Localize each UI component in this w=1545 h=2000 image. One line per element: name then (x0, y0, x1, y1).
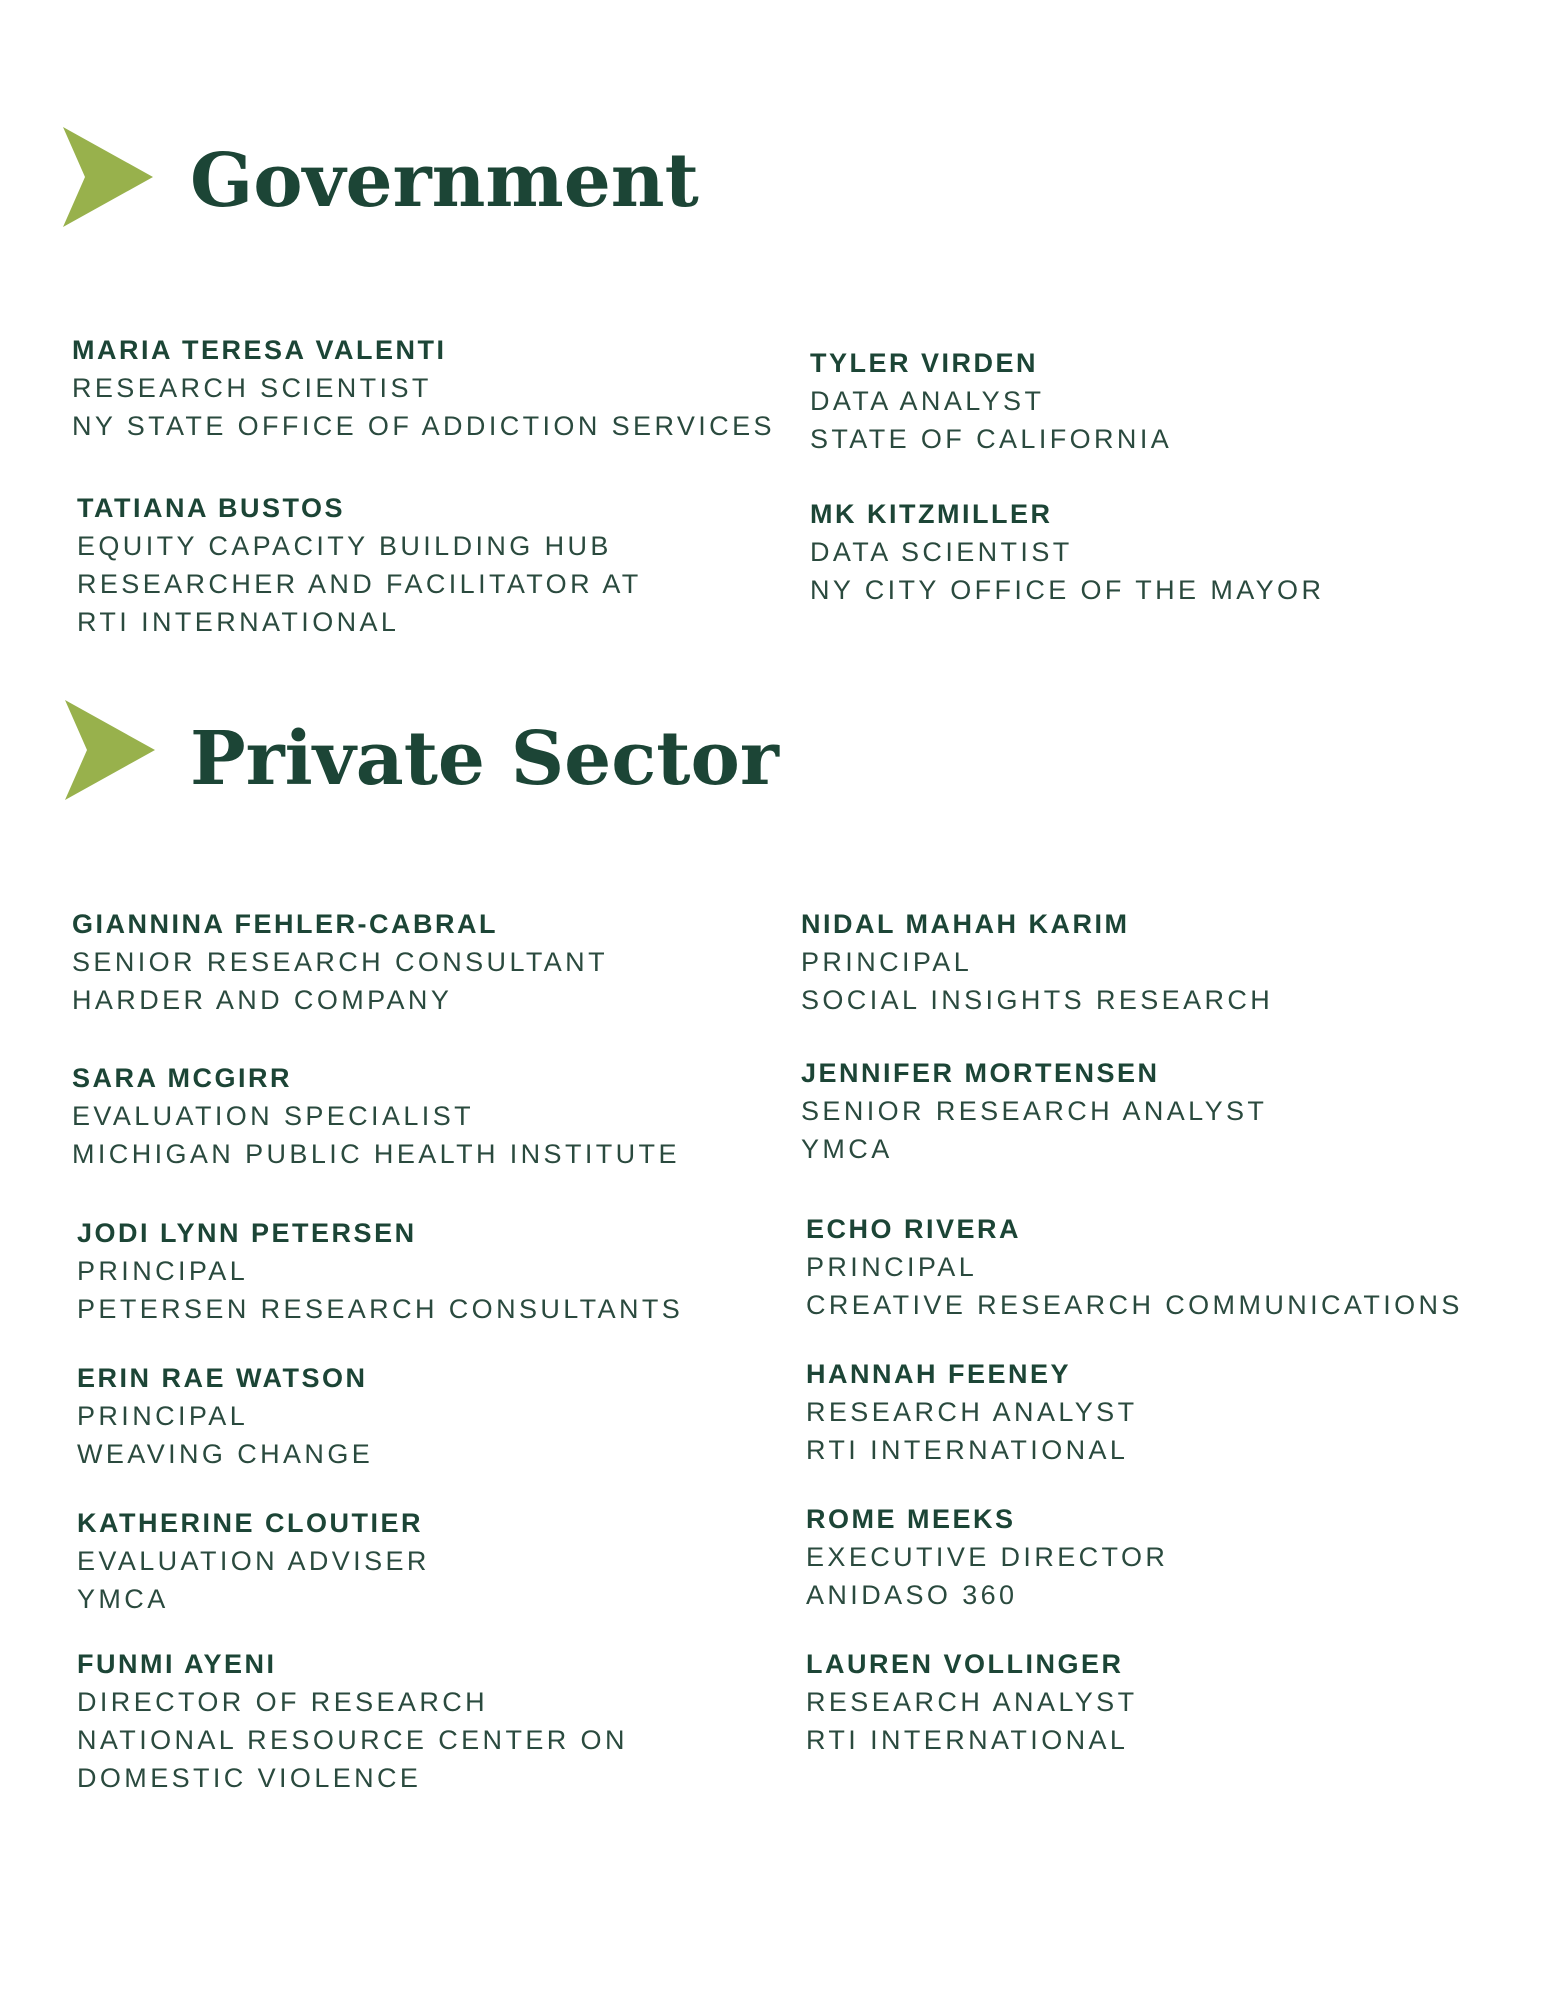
person-entry (77, 1214, 683, 1328)
person-title: SENIOR RESEARCH ANALYST (801, 1096, 1268, 1126)
person-title: SENIOR RESEARCH CONSULTANT (72, 947, 608, 977)
person-title: EXECUTIVE DIRECTOR (806, 1542, 1169, 1572)
person-organization: RTI INTERNATIONAL (77, 607, 400, 637)
person-organization: CREATIVE RESEARCH COMMUNICATIONS (806, 1290, 1463, 1320)
person-name: SARA MCGIRR (72, 1063, 292, 1093)
person-organization: NY STATE OFFICE OF ADDICTION SERVICES (72, 411, 775, 441)
section-title-government: Government (190, 138, 699, 224)
person-organization: MICHIGAN PUBLIC HEALTH INSTITUTE (72, 1139, 680, 1169)
person-name: HANNAH FEENEY (806, 1359, 1072, 1389)
person-title: DIRECTOR OF RESEARCH (77, 1687, 489, 1717)
section-title-private-sector: Private Sector (190, 716, 779, 802)
person-title: RESEARCH ANALYST (806, 1687, 1138, 1717)
person-entry (810, 495, 1324, 609)
person-organization: PETERSEN RESEARCH CONSULTANTS (77, 1294, 684, 1324)
chevron-arrow-icon (63, 127, 153, 227)
person-name: KATHERINE CLOUTIER (77, 1508, 423, 1538)
person-entry (72, 905, 608, 1019)
person-title: DATA SCIENTIST (810, 537, 1073, 567)
person-title: PRINCIPAL (806, 1252, 978, 1282)
person-organization: DOMESTIC VIOLENCE (77, 1763, 422, 1793)
person-name: GIANNINA FEHLER-CABRAL (72, 909, 498, 939)
person-name: FUNMI AYENI (77, 1649, 277, 1679)
person-entry (801, 1054, 1267, 1168)
person-title: RESEARCH ANALYST (806, 1397, 1138, 1427)
person-name: TATIANA BUSTOS (77, 493, 345, 523)
person-organization: RTI INTERNATIONAL (806, 1435, 1129, 1465)
person-title: PRINCIPAL (801, 947, 973, 977)
person-organization: WEAVING CHANGE (77, 1439, 374, 1469)
person-title: EQUITY CAPACITY BUILDING HUB (77, 531, 612, 561)
person-name: MARIA TERESA VALENTI (72, 335, 447, 365)
chevron-arrow-icon (65, 700, 155, 800)
person-entry (810, 344, 1172, 458)
person-name: ROME MEEKS (806, 1504, 1016, 1534)
person-organization: NATIONAL RESOURCE CENTER ON (77, 1725, 628, 1755)
person-title: DATA ANALYST (810, 386, 1045, 416)
person-entry (806, 1645, 1137, 1759)
person-entry (72, 331, 775, 445)
person-entry (77, 1645, 628, 1797)
person-title: EVALUATION SPECIALIST (72, 1101, 474, 1131)
person-organization: YMCA (801, 1134, 893, 1164)
person-entry (72, 1059, 680, 1173)
person-name: ECHO RIVERA (806, 1214, 1022, 1244)
person-title: PRINCIPAL (77, 1256, 249, 1286)
person-title: RESEARCHER AND FACILITATOR AT (77, 569, 642, 599)
person-entry (801, 905, 1273, 1019)
person-entry (77, 1359, 373, 1473)
person-name: JENNIFER MORTENSEN (801, 1058, 1160, 1088)
person-name: LAUREN VOLLINGER (806, 1649, 1124, 1679)
person-organization: ANIDASO 360 (806, 1580, 1018, 1610)
person-organization: RTI INTERNATIONAL (806, 1725, 1129, 1755)
person-name: ERIN RAE WATSON (77, 1363, 368, 1393)
person-entry (806, 1500, 1168, 1614)
person-name: MK KITZMILLER (810, 499, 1053, 529)
person-title: EVALUATION ADVISER (77, 1546, 430, 1576)
person-name: TYLER VIRDEN (810, 348, 1039, 378)
person-organization: HARDER AND COMPANY (72, 985, 453, 1015)
person-organization: SOCIAL INSIGHTS RESEARCH (801, 985, 1274, 1015)
person-organization: NY CITY OFFICE OF THE MAYOR (810, 575, 1325, 605)
person-entry (77, 1504, 430, 1618)
person-organization: YMCA (77, 1584, 169, 1614)
person-entry (806, 1210, 1463, 1324)
person-name: JODI LYNN PETERSEN (77, 1218, 417, 1248)
person-entry (77, 489, 642, 641)
person-title: RESEARCH SCIENTIST (72, 373, 432, 403)
person-title: PRINCIPAL (77, 1401, 249, 1431)
person-entry (806, 1355, 1137, 1469)
person-organization: STATE OF CALIFORNIA (810, 424, 1173, 454)
person-name: NIDAL MAHAH KARIM (801, 909, 1130, 939)
